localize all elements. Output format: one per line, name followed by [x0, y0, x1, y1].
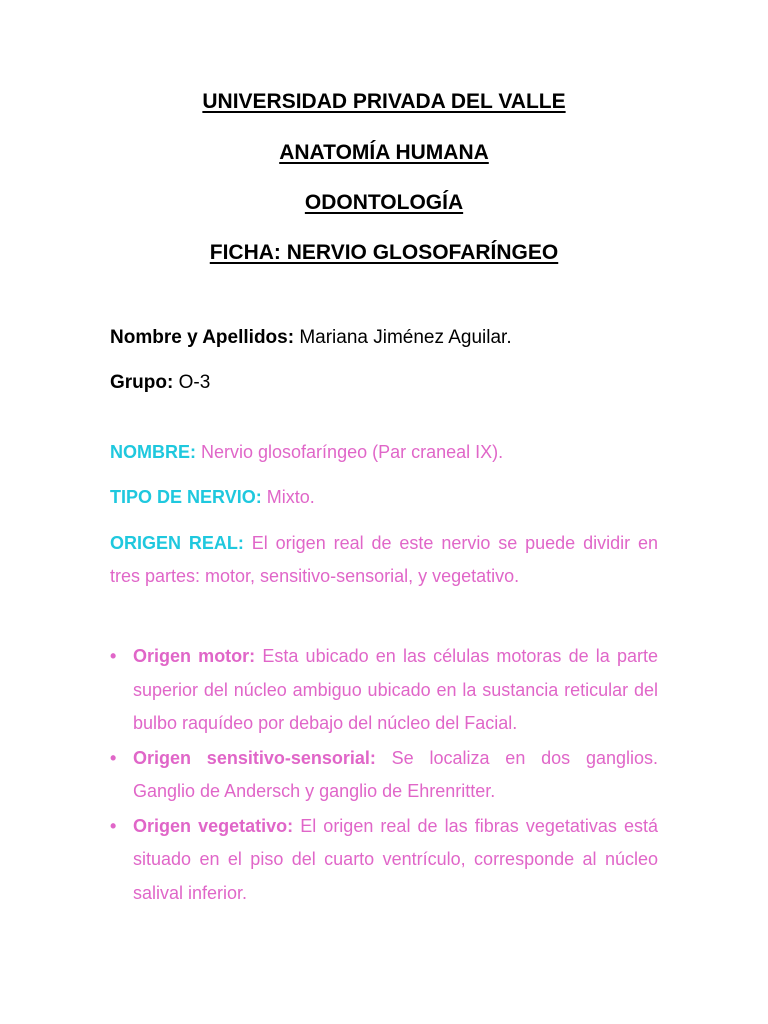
list-item: [110, 742, 658, 809]
bullet-label: Origen sensitivo-sensorial:: [133, 747, 376, 768]
origen-real-value: El origen real de este nervio se puede dividir en tres partes: motor, sensitivo-sensorial, y vegetativo.: [110, 533, 658, 586]
nombre-label: NOMBRE:: [110, 442, 196, 462]
university-title: UNIVERSIDAD PRIVADA DEL VALLE: [202, 90, 566, 113]
bullet-text: Esta ubicado en las células motoras de la parte superior del núcleo ambiguo ubicado en la sustancia reticular del bulbo raquídeo por debajo del núcleo del Facial.: [133, 646, 658, 733]
tipo-nervio-value: Mixto.: [261, 487, 315, 507]
origen-real-field: [110, 527, 658, 593]
nombre-value: Nervio glosofaríngeo (Par craneal IX).: [196, 442, 504, 462]
bullet-text: El origen real de las fibras vegetativas está situado en el piso del cuarto ventrículo, corresponde al núcleo salival inferior.: [133, 815, 658, 903]
bullet-icon: •: [110, 646, 117, 666]
sheet-title: FICHA: NERVIO GLOSOFARÍNGEO: [209, 241, 559, 264]
origen-real-label: ORIGEN REAL:: [110, 533, 244, 553]
student-group-line: [110, 372, 210, 394]
tipo-nervio-field: [110, 481, 658, 514]
nombre-field: [110, 436, 658, 469]
list-item: [110, 640, 658, 741]
bullet-label: Origen motor:: [133, 646, 256, 666]
faculty-title: ODONTOLOGÍA: [304, 191, 464, 214]
bullet-text: Se localiza en dos ganglios. Ganglio de Andersch y ganglio de Ehrenritter.: [133, 747, 658, 801]
bullet-label: Origen vegetativo:: [133, 815, 294, 836]
list-item: [110, 810, 658, 911]
student-name-label: Nombre y Apellidos:: [110, 327, 295, 348]
bullet-icon: •: [110, 747, 117, 768]
bullet-icon: •: [110, 815, 117, 836]
student-group-value: O-3: [173, 372, 211, 393]
student-name-line: [110, 327, 512, 349]
course-title: ANATOMÍA HUMANA: [279, 141, 489, 164]
tipo-nervio-label: TIPO DE NERVIO:: [110, 487, 262, 507]
origin-bullet-list: [110, 640, 658, 911]
student-name-value: Mariana Jiménez Aguilar.: [294, 327, 512, 348]
student-group-label: Grupo:: [110, 372, 174, 393]
